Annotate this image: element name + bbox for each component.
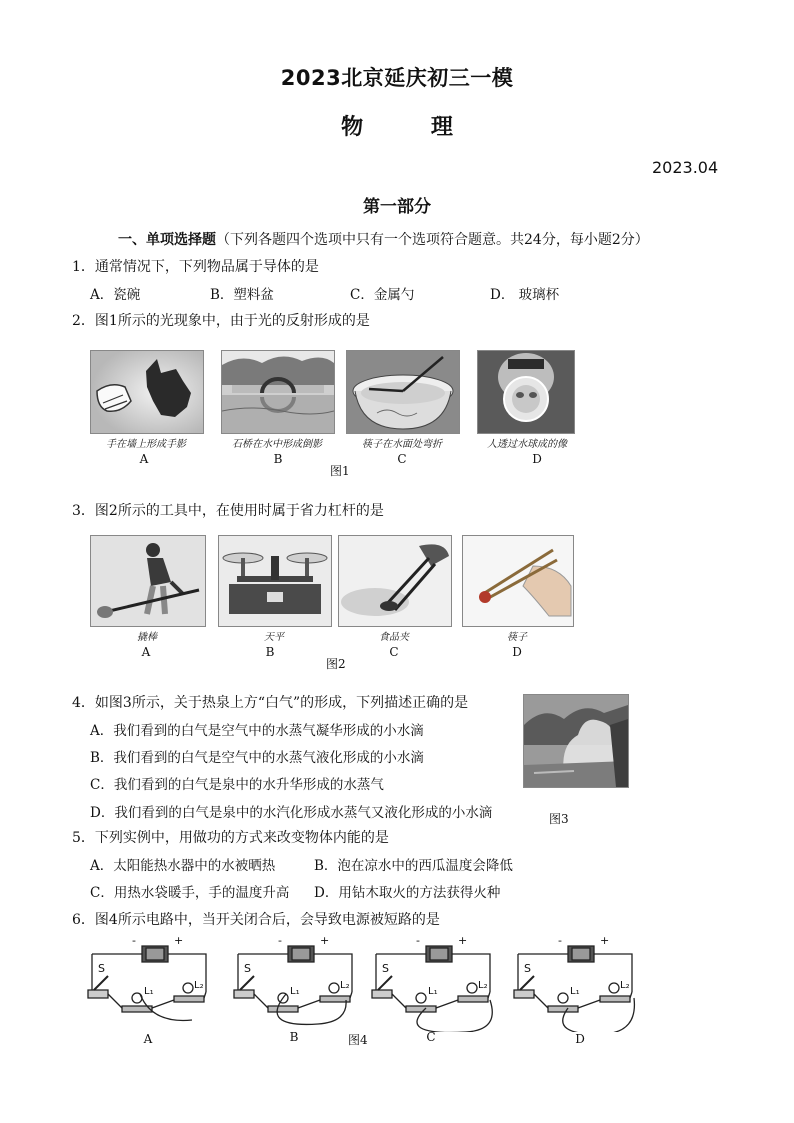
q3-letter-c: C	[389, 645, 399, 659]
battery-minus-label: -	[558, 934, 562, 947]
q4-option-b: B．我们看到的白气是空气中的水蒸气液化形成的小水滴	[90, 750, 424, 766]
q6-circuit-a	[82, 932, 212, 1032]
battery-minus-label: -	[278, 934, 282, 947]
q3-letter-b: B	[265, 645, 275, 659]
battery-plus-label: +	[600, 934, 610, 947]
q6-circuit-b	[228, 932, 358, 1032]
q3-image-c-food-tongs	[338, 535, 452, 627]
q2-letter-b: B	[273, 452, 283, 466]
subject-title: 物 理	[341, 114, 483, 140]
q4-stem: 4．如图3所示，关于热泉上方“白气”的形成，下列描述正确的是	[72, 695, 469, 711]
q5-option-b: B．泡在凉水中的西瓜温度会降低	[314, 858, 513, 874]
q2-image-b-bridge-reflection	[221, 350, 335, 434]
q5-option-c: C．用热水袋暖手，手的温度升高	[90, 885, 290, 901]
battery-plus-label: +	[174, 934, 184, 947]
q2-caption-d: 人透过水球成的像	[487, 439, 567, 450]
q2-stem: 2．图1所示的光现象中，由于光的反射形成的是	[72, 313, 370, 329]
switch-label: S	[524, 962, 531, 975]
lamp1-label: L₁	[144, 986, 154, 997]
q3-letter-a: A	[141, 645, 151, 659]
q2-caption-a: 手在墙上形成手影	[106, 439, 186, 450]
q6-figure-label: 图4	[348, 1033, 368, 1047]
section-instruction	[118, 229, 649, 249]
q1-option-b: B．塑料盆	[210, 287, 274, 303]
q6-circuit-c	[366, 932, 496, 1032]
battery-plus-label: +	[320, 934, 330, 947]
q6-stem: 6．图4所示电路中，当开关闭合后，会导致电源被短路的是	[72, 912, 440, 928]
q3-caption-b: 天平	[264, 632, 284, 643]
q2-figure-label: 图1	[330, 464, 350, 478]
q3-figure-label: 图2	[326, 657, 346, 671]
instruction-text: （下列各题四个选项中只有一个选项符合题意。共24分，每小题2分）	[216, 232, 649, 248]
q1-option-a: A．瓷碗	[90, 287, 141, 303]
q4-figure-label: 图3	[549, 812, 569, 826]
lamp2-label: L₂	[478, 980, 488, 991]
q4-option-a: A．我们看到的白气是空气中的水蒸气凝华形成的小水滴	[90, 723, 424, 739]
lamp1-label: L₁	[570, 986, 580, 997]
q2-image-a-hand-shadow	[90, 350, 204, 434]
instruction-head: 一、单项选择题	[118, 232, 216, 248]
q3-caption-d: 筷子	[507, 632, 527, 643]
battery-minus-label: -	[416, 934, 420, 947]
q2-caption-b: 石桥在水中形成倒影	[232, 439, 322, 450]
q5-option-a: A．太阳能热水器中的水被晒热	[90, 858, 276, 874]
q4-image-hot-spring	[523, 694, 629, 788]
q2-image-d-water-ball	[477, 350, 575, 434]
switch-label: S	[244, 962, 251, 975]
q2-caption-c: 筷子在水面处弯折	[362, 439, 442, 450]
battery-plus-label: +	[458, 934, 468, 947]
q4-option-c: C．我们看到的白气是泉中的水升华形成的水蒸气	[90, 777, 384, 793]
q3-caption-a: 撬棒	[137, 632, 157, 643]
q3-image-a-crowbar	[90, 535, 206, 627]
q6-letter-b: B	[289, 1030, 299, 1044]
lamp1-label: L₁	[290, 986, 300, 997]
q2-image-c-chopstick-bend	[346, 350, 460, 434]
lamp2-label: L₂	[620, 980, 630, 991]
q6-letter-d: D	[575, 1032, 585, 1046]
q5-option-d: D．用钻木取火的方法获得火种	[314, 885, 501, 901]
switch-label: S	[382, 962, 389, 975]
lamp2-label: L₂	[194, 980, 204, 991]
page-title: 2023北京延庆初三一模	[280, 66, 514, 90]
q1-stem: 1．通常情况下，下列物品属于导体的是	[72, 259, 319, 275]
switch-label: S	[98, 962, 105, 975]
q3-image-d-chopsticks	[462, 535, 574, 627]
q3-stem: 3．图2所示的工具中，在使用时属于省力杠杆的是	[72, 503, 384, 519]
q3-image-b-balance	[218, 535, 332, 627]
section-title: 第一部分	[363, 197, 431, 217]
battery-minus-label: -	[132, 934, 136, 947]
q6-letter-a: A	[143, 1032, 153, 1046]
lamp1-label: L₁	[428, 986, 438, 997]
q2-letter-d: D	[532, 452, 542, 466]
exam-date: 2023.04	[652, 158, 719, 177]
q2-letter-c: C	[397, 452, 407, 466]
lamp2-label: L₂	[340, 980, 350, 991]
q1-option-d: D． 玻璃杯	[490, 287, 560, 303]
q5-stem: 5．下列实例中，用做功的方式来改变物体内能的是	[72, 830, 389, 846]
q1-option-c: C．金属勺	[350, 287, 415, 303]
q2-letter-a: A	[139, 452, 149, 466]
q3-letter-d: D	[512, 645, 522, 659]
q3-caption-c: 食品夹	[379, 632, 409, 643]
q4-option-d: D．我们看到的白气是泉中的水汽化形成水蒸气又液化形成的小水滴	[90, 805, 493, 821]
q6-letter-c: C	[426, 1030, 436, 1044]
q6-circuit-d	[508, 932, 638, 1032]
